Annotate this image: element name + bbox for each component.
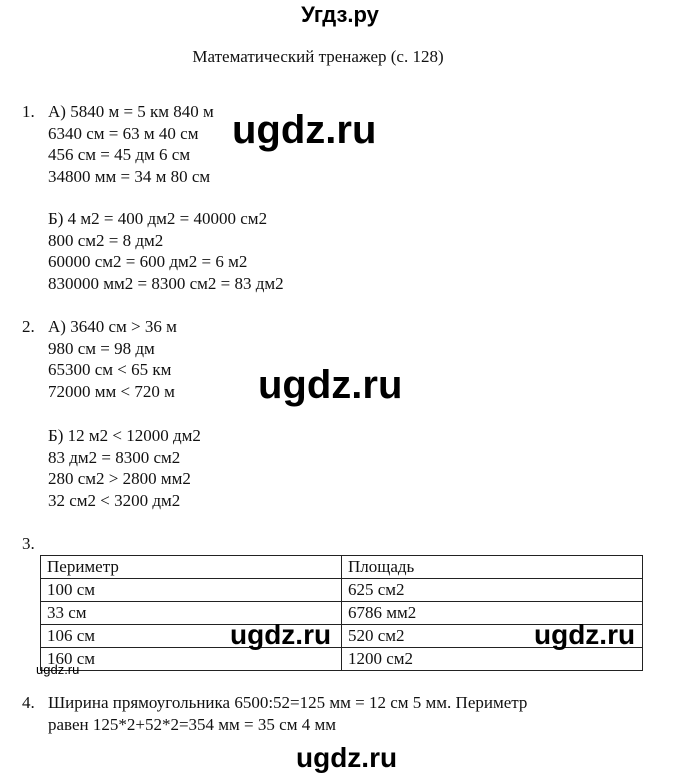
table-row bbox=[41, 579, 643, 602]
task-2-number: 2. bbox=[22, 317, 35, 336]
task-2-b-line: 32 см2 < 3200 дм2 bbox=[48, 490, 181, 510]
watermark: ugdz.ru bbox=[258, 363, 403, 407]
perimeter-cell: 33 см bbox=[41, 602, 342, 625]
task-2-a-line: 65300 см < 65 км bbox=[48, 360, 172, 379]
watermark: ugdz.ru bbox=[36, 662, 80, 677]
header-area: Площадь bbox=[342, 556, 643, 579]
task-1-b-line: Б) 4 м2 = 400 дм2 = 40000 см2 bbox=[48, 209, 268, 228]
task-2-a-line: А) 3640 см > 36 м bbox=[48, 317, 177, 336]
task-1-part-b bbox=[48, 208, 284, 294]
task-4-text bbox=[48, 692, 648, 736]
area-cell: 520 см2 bbox=[342, 625, 643, 648]
watermark: ugdz.ru bbox=[232, 108, 377, 152]
task-1-b-line: 800 см2 = 8 дм2 bbox=[48, 230, 164, 250]
table-header-row bbox=[41, 556, 643, 579]
area-cell: 625 см2 bbox=[342, 579, 643, 602]
task-4-line: равен 125*2+52*2=354 мм = 35 см 4 мм bbox=[48, 715, 336, 734]
perimeter-cell: 100 см bbox=[41, 579, 342, 602]
area-cell: 6786 мм2 bbox=[342, 602, 643, 625]
perimeter-area-table bbox=[40, 555, 643, 671]
watermark: ugdz.ru bbox=[230, 619, 332, 650]
task-1-number: 1. bbox=[22, 102, 35, 121]
page-title: Математический тренажер (с. 128) bbox=[192, 47, 444, 66]
watermark: ugdz.ru bbox=[296, 742, 398, 773]
task-1-a-line: 456 см = 45 дм 6 см bbox=[48, 145, 191, 164]
task-2-part-b bbox=[48, 425, 201, 511]
task-1-a-line: А) 5840 м = 5 км 840 м bbox=[48, 102, 214, 121]
task-3-number: 3. bbox=[22, 534, 35, 553]
task-1-a-line: 6340 см = 63 м 40 см bbox=[48, 123, 199, 143]
task-2-part-a bbox=[48, 316, 177, 402]
task-1-part-a bbox=[48, 101, 214, 187]
task-2-a-line: 72000 мм < 720 м bbox=[48, 381, 175, 401]
perimeter-cell: 106 см bbox=[41, 625, 342, 648]
task-4-line: Ширина прямоугольника 6500:52=125 мм = 12 см 5 мм. Периметр bbox=[48, 693, 528, 712]
task-1-b-line: 60000 см2 = 600 дм2 = 6 м2 bbox=[48, 252, 248, 271]
watermark: ugdz.ru bbox=[534, 619, 636, 650]
task-1-a-line: 34800 мм = 34 м 80 см bbox=[48, 166, 211, 186]
task-2-b-line: 83 дм2 = 8300 см2 bbox=[48, 447, 181, 467]
area-cell: 1200 см2 bbox=[342, 648, 643, 671]
header-perimeter: Периметр bbox=[41, 556, 342, 579]
task-4-number: 4. bbox=[22, 693, 35, 712]
task-1-b-line: 830000 мм2 = 8300 см2 = 83 дм2 bbox=[48, 273, 284, 293]
task-2-b-line: Б) 12 м2 < 12000 дм2 bbox=[48, 426, 201, 445]
site-header[interactable]: Угдз.ру bbox=[301, 2, 379, 27]
task-2-b-line: 280 см2 > 2800 мм2 bbox=[48, 469, 191, 488]
task-2-a-line: 980 см = 98 дм bbox=[48, 338, 155, 358]
perimeter-cell: 160 см bbox=[41, 648, 342, 671]
